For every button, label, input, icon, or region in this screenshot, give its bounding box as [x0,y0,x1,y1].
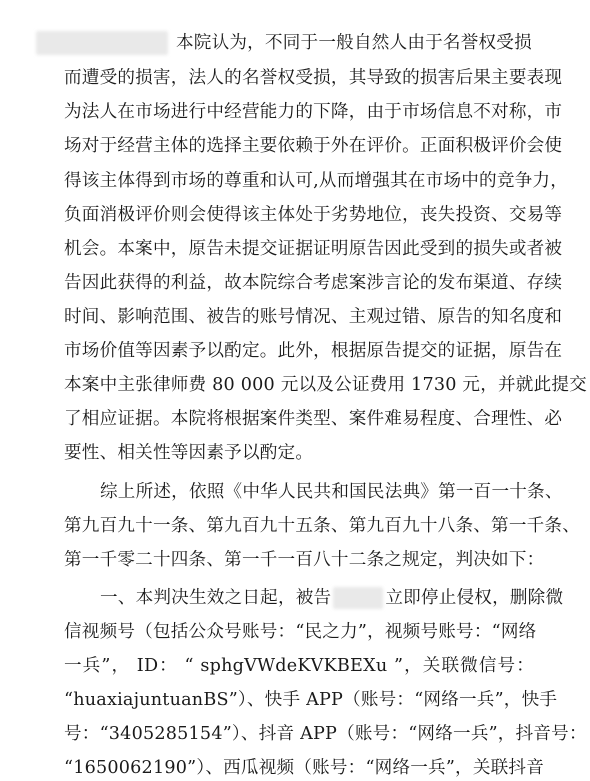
paragraph-1-line-3: 为法人在市场进行中经营能力的下降，由于市场信息不对称，市 [64,102,563,122]
paragraph-2-line-1: 综上所述，依照《中华人民共和国民法典》第一百一十条、 [100,482,563,502]
paragraph-1-line-5: 得该主体得到市场的尊重和认可,从而增强其在市场中的竞争力， [64,171,569,191]
paragraph-1-line-8: 告因此获得的利益，故本院综合考虑案涉言论的发布渠道、存续 [64,273,563,293]
redacted-name [36,31,168,55]
paragraph-1-line-4: 场对于经营主体的选择主要依赖于外在评价。正面积极评价会使 [64,136,563,156]
paragraph-1-line-1-text: 本院认为，不同于一般自然人由于名誉权受损 [176,33,532,53]
paragraph-1-line-2: 而遭受的损害，法人的名誉权受损，其导致的损害后果主要表现 [64,68,563,88]
paragraph-1-line-9: 时间、影响范围、被告的账号情况、主观过错、原告的知名度和 [64,307,563,327]
paragraph-1-line-12: 了相应证据。本院将根据案件类型、案件难易程度、合理性、必 [64,409,563,429]
paragraph-3-line-2: 信视频号（包括公众号账号：“民之力”，视频号账号：“网络 [64,622,537,642]
redacted-defendant [333,587,383,609]
paragraph-3-line-1-before: 一、本判决生效之日起，被告 [100,588,332,608]
paragraph-1-line-6: 负面消极评价则会使得该主体处于劣势地位，丧失投资、交易等 [64,205,563,225]
paragraph-3-line-4: “huaxiajuntuanBS”）、快手 APP（账号：“网络一兵”，快手 [64,690,558,710]
paragraph-1-line-11: 本案中主张律师费 80 000 元以及公证费用 1730 元，并就此提交 [64,375,587,395]
paragraph-1-line-13: 要性、相关性等因素予以酌定。 [64,443,314,463]
paragraph-3-line-1 [100,585,564,611]
paragraph-2-line-2: 第九百九十一条、第九百九十五条、第九百九十八条、第一千条、 [64,516,581,536]
paragraph-3-line-5: 号：“3405285154”）、抖音 APP（账号：“网络一兵”，抖音号： [64,724,587,744]
paragraph-1-line-10: 市场价值等因素予以酌定。此外，根据原告提交的证据，原告在 [64,341,563,361]
paragraph-2-line-3: 第一千零二十四条、第一千一百八十二条之规定，判决如下： [64,550,545,570]
paragraph-1-line-1 [36,30,534,56]
paragraph-3-line-3: 一兵”， ID： “ sphgVWdeKVKBEXu ”，关联微信号： [64,656,534,676]
paragraph-3-line-1-after: 立即停止侵权，删除微 [385,588,564,608]
paragraph-1-line-7: 机会。本案中，原告未提交证据证明原告因此受到的损失或者被 [64,239,563,259]
paragraph-3-line-6: “1650062190”）、西瓜视频（账号：“网络一兵”，关联抖音 [64,758,544,778]
